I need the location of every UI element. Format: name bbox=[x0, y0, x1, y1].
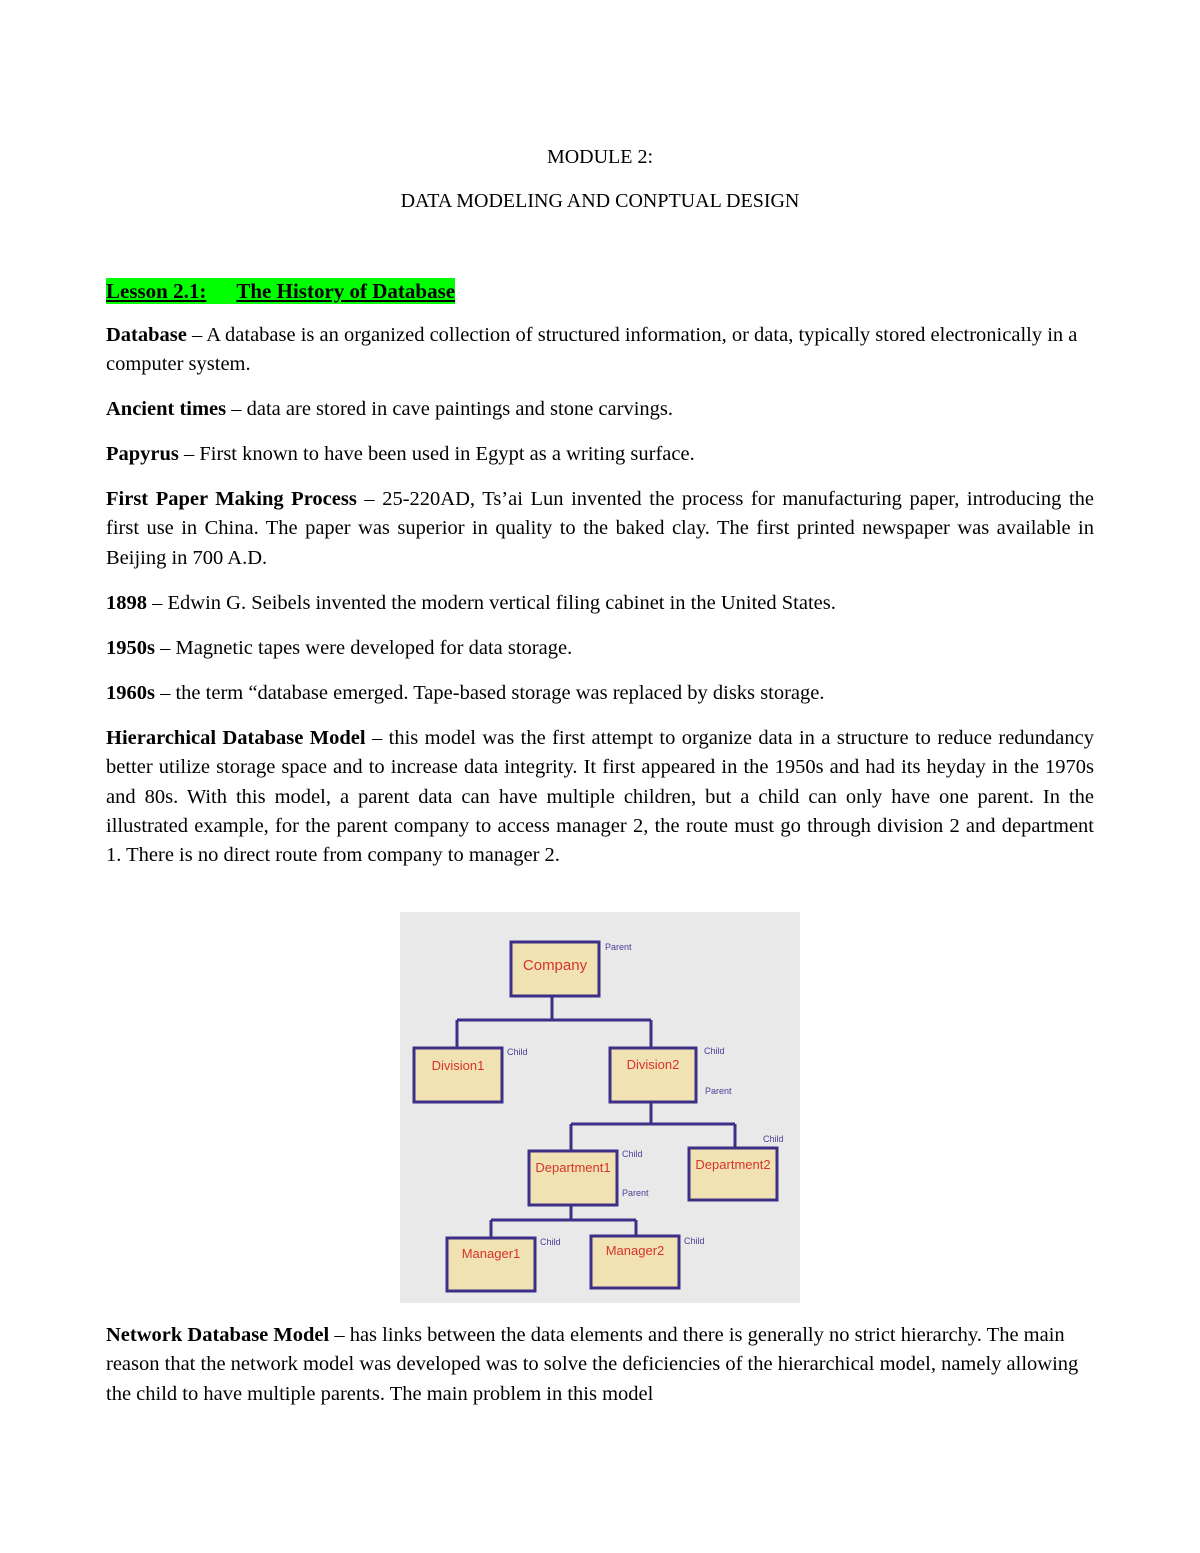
entry-text: 25-220AD, Ts’ai Lun invented the process for manufacturing paper, introducing the first use in China. The paper was superior in quality to the baked clay. The first printed newspaper was available in Beijing in 700 A.D. bbox=[106, 488, 1095, 569]
division1-box bbox=[414, 1048, 502, 1102]
lesson-title: The History of Database bbox=[236, 279, 456, 303]
division2-label: Division2 bbox=[626, 1057, 680, 1072]
entry-ancient-times bbox=[106, 395, 1094, 424]
department1-label: Department1 bbox=[535, 1160, 611, 1175]
manager1-child-label: Child bbox=[540, 1237, 561, 1247]
division1-child-label: Child bbox=[507, 1047, 528, 1057]
entry-term: Network Database Model bbox=[106, 1324, 330, 1346]
entry-sep: – bbox=[329, 1324, 350, 1346]
company-label: Company bbox=[522, 957, 588, 974]
entry-text: the term “database emerged. Tape-based storage was replaced by disks storage. bbox=[175, 682, 825, 704]
entry-sep: – bbox=[154, 637, 176, 659]
entry-1950s bbox=[106, 634, 1094, 663]
manager2-label: Manager2 bbox=[605, 1243, 665, 1258]
entry-text: A database is an organized collection of structured information, or data, typically stored electronically in a computer system. bbox=[106, 324, 1078, 376]
entry-text: First known to have been used in Egypt as a writing surface. bbox=[199, 443, 695, 465]
entry-text: has links between the data elements and there is generally no strict hierarchy. The main reason that the network model was developed was to solve the deficiencies of the hierarchical model, namely allowing the child to have multiple parents. The main problem in this model bbox=[106, 1324, 1079, 1405]
entry-text: data are stored in cave paintings and stone carvings. bbox=[246, 398, 674, 420]
division2-parent-label: Parent bbox=[705, 1086, 732, 1096]
diagram-svg bbox=[400, 912, 800, 1303]
department1-child-label: Child bbox=[622, 1149, 643, 1159]
entry-1960s bbox=[106, 679, 1094, 708]
entry-term: Database bbox=[106, 324, 187, 346]
entry-papyrus bbox=[106, 440, 1094, 469]
entry-first-paper bbox=[106, 485, 1094, 573]
entry-sep: – bbox=[178, 443, 200, 465]
department2-label: Department2 bbox=[695, 1157, 771, 1172]
entry-term: First Paper Making Process bbox=[106, 488, 357, 510]
entry-text: Magnetic tapes were developed for data storage. bbox=[175, 637, 573, 659]
manager1-label: Manager1 bbox=[461, 1246, 521, 1261]
lesson-number: Lesson 2.1: bbox=[106, 279, 207, 303]
hierarchical-model-diagram bbox=[400, 912, 800, 1303]
entry-term: 1898 bbox=[106, 592, 147, 614]
entry-sep: – bbox=[226, 398, 247, 420]
entry-text: Edwin G. Seibels invented the modern vertical filing cabinet in the United States. bbox=[167, 592, 836, 614]
entry-sep: – bbox=[154, 682, 176, 704]
manager2-child-label: Child bbox=[684, 1236, 705, 1246]
department1-parent-label: Parent bbox=[622, 1188, 649, 1198]
entry-term: 1960s bbox=[106, 682, 155, 704]
entry-sep: – bbox=[365, 727, 389, 749]
lesson-heading bbox=[106, 278, 455, 304]
entry-1898 bbox=[106, 589, 1094, 618]
module-subtitle: DATA MODELING AND CONPTUAL DESIGN bbox=[400, 190, 800, 212]
entry-hierarchical-model bbox=[106, 724, 1094, 870]
division2-child-label: Child bbox=[704, 1046, 725, 1056]
entry-text: this model was the first attempt to organize data in a structure to reduce redundancy better utilize storage space and to increase data integrity. It first appeared in the 1950s and had its heyday in the 1970s and 80s. With this model, a parent data can have multiple children, but a child can only have one parent. In the illustrated example, for the parent company to access manager 2, the route must go through division 2 and department 1. There is no direct route from company to manager 2. bbox=[106, 727, 1095, 867]
entry-sep: – bbox=[147, 592, 168, 614]
entry-sep: – bbox=[356, 488, 383, 510]
entry-network-model bbox=[106, 1321, 1094, 1409]
entry-term: Papyrus bbox=[106, 443, 179, 465]
department2-box bbox=[689, 1148, 777, 1200]
company-parent-label: Parent bbox=[605, 942, 632, 952]
entry-term: 1950s bbox=[106, 637, 155, 659]
entry-term: Ancient times bbox=[106, 398, 227, 420]
department2-child-label: Child bbox=[763, 1134, 784, 1144]
entry-database bbox=[106, 321, 1094, 380]
division1-label: Division1 bbox=[431, 1058, 485, 1073]
entry-sep: – bbox=[186, 324, 207, 346]
entry-term: Hierarchical Database Model bbox=[106, 727, 366, 749]
module-title: MODULE 2: bbox=[546, 146, 654, 168]
